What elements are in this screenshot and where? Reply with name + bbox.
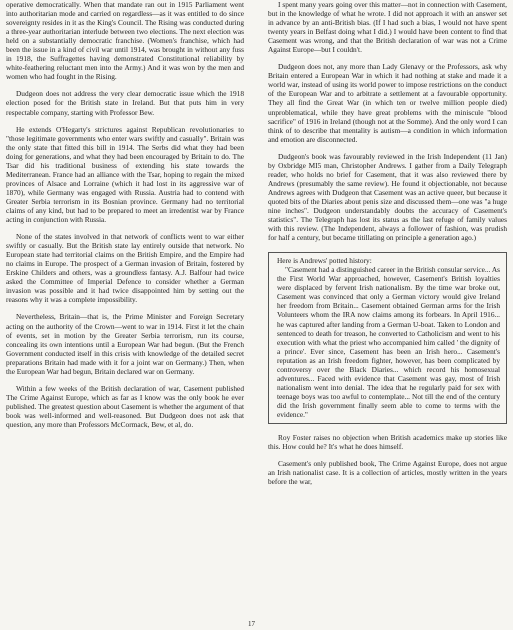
paragraph: He extends O'Hegarty's strictures against Republican revolutionaries to "those legitimate governments who enter wars swiftly and casually". Britain was the only state that fitted this bill in 1914. The Serbs did what they had been doing for generations, and what they had been encouraged by Britain to do. The Tsar did his traditional business of extending his state towards the Mediterranean. France had an alliance with the Tsar, hoping to regain the mixed provinces of Alsace and Lorraine (which it had lost in its aggressive war of 1870), while Germany was engaged with Russia. Austria had to contend with Greater Serbia terrorism in its Bosnian province. Germany had no territorial claims of any kind, but had to be prepared to meet an irredentist war by France acting in conjunction with Russia.	[6, 124, 244, 225]
paragraph: Dudgeon does not address the very clear democratic issue which the 1918 election posed for the British state in Ireland. But that puts him in very respectable company, starting with Professor Bew.	[6, 89, 244, 117]
paragraph: Dudgeon's book was favourably reviewed in the Irish Independent (11 Jan) by Oxbridge MI5 man, Christopher Andrews. I gather from a Daily Telegraph reader, who holds no brief for Casement, that it was also reviewed there by Andrews (presumably the same review). He found it objectionable, not because Andrews agrees with Dudgeon that Casement was an active queer, but because it quoted bits of the Diaries about penis size and discussed them—one was "a huge nine inches". Dudgeon understandably doubts the accuracy of Casement's statistics". The Telegraph has lost its status as the last refuge of family values with this review. (The Independent, always a follower of fashion, was prudish for half a century, but became titillating on principle a generation ago.)	[268, 151, 507, 243]
paragraph: Roy Foster raises no objection when British academics make up stories like this. How could he? It's what he does himself.	[268, 433, 507, 452]
page-number: 17	[248, 620, 255, 628]
paragraph: Nevertheless, Britain—that is, the Prime Minister and Foreign Secretary acting on the authority of the Crown—went to war in 1914. First it let the chain of events, set in motion by the Greater Serbia terrorism, run its course, concealing its own intentions until a European War had begun. (But the French Government conducted itself in this crisis with knowledge of the detailed secret preparations Britain had made with it for a joint war on Germany.) Then, when the European War had begun, Britain declared war on Germany.	[6, 312, 244, 376]
paragraph: I spent many years going over this matter—not in connection with Casement, but in the knowledge of what he wrote. I did not approach it with an answer set in advance by an anti-British bias. (If I had such a bias, I would not have spent twenty years in Belfast doing what I did.) I would have been content to find that Casement was wrong, and that the British declaration of war was not a Crime Against Europe—but I couldn't.	[268, 0, 507, 55]
box-intro: Here is Andrews' potted history:	[277, 256, 372, 266]
paragraph: Within a few weeks of the British declaration of war, Casement published The Crime Against Europe, which as far as I know was the only book he ever published. The greatest question about Casement is whether the argument of that book was well-informed and well-reasoned. But Dudgeon does not ask that question, any more than Professors McCormack, Bew, et al, do.	[6, 383, 244, 429]
paragraph: None of the states involved in that network of conflicts went to war either swiftly or casually. But the British state lay entirely outside that network. No European state had territorial claims on the British Empire, and the Empire had no claims in Europe. The prospect of a German invasion of Britain, fostered by Erskine Childers and others, was a groundless fantasy. A.J. Balfour had twice asked the Committee of Imperial Defence to consider whether a German invasion was possible and it had twice disappointed him by setting out the reasons why it was a complete impossibility.	[6, 232, 244, 305]
paragraph: Dudgeon does not, any more than Lady Glenavy or the Professors, ask why Britain entered a European War in which it had nothing at stake and made it a world war, instead of using its world power to impose restrictions on the conduct of the European War and to arbitrate a settlement at a favourable opportunity. They all find the Great War (in which ten or twelve million people died) unproblematical, while they have great problems with the miniscule "blood sacrifice" of 1916 in Ireland (though not at the Somme). And the only word I can think of to describe that mentality is autism—a condition in which information and emotion are disconnected.	[268, 62, 507, 144]
right-column	[268, 0, 507, 486]
left-column	[6, 0, 244, 429]
paragraph: Casement's only published book, The Crime Against Europe, does not argue an Irish nationalist case. It is a collection of articles, mostly written in the years before the war,	[268, 459, 507, 487]
paragraph: operative democratically. When that mandate ran out in 1915 Parliament went into authoritarian mode and carried on regardless—as it was entitled to do since sovereignty resides in it as the King's Council. The Rising was conducted during a three-year authoritarian interlude between two elections. The next election was held on a substantially democratic franchise. (Women's franchise, which had been the issue in a kind of civil war until 1914, was brought in without any fuss in 1918, the Suffragettes having demonstrated Constitutional reliability by white-feathering reluctant men into the Army.) And it was won by the men and women who had fought in the Rising.	[6, 0, 244, 82]
box-quotation: "Casement had a distinguished career in the British consular service... As the First World War approached, however, Casement's British loyalties were displaced by fervent Irish nationalism. By the time war broke out, Casement was convinced that only a German victory would give Ireland her freedom from Britain... Casement obtained German arms for the Irish Volunteers whom the IRA now claims among its forbears. In April 1916... he was captured after landing from a German U-boat. Taken to London and sentenced to death for treason, he converted to Catholicism and went to his execution with what the priest who accompanied him called ' the dignity of a prince'. Ever since, Casement has been an Irish hero... Casement's reputation as an Irish freedom fighter, however, has been complicated by controversy over the Black Diaries... which record his homosexual adventures... Faced with evidence that Casement was gay, most of Irish nationalism went into denial. The idea that he regularly paid for sex with teenage boys was too awful to contemplate... Not till the end of the century did the Irish government finally seem able to come to terms with the evidence."	[277, 265, 500, 419]
quotation-box	[268, 252, 507, 424]
